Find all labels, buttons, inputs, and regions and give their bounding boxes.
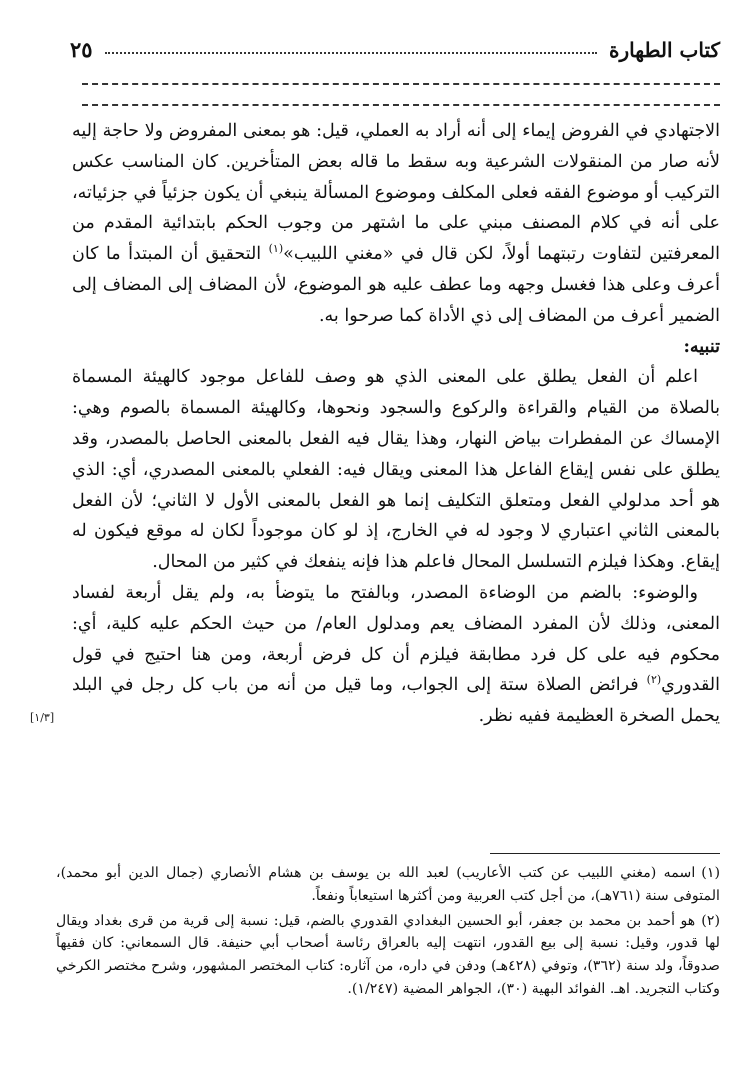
- main-text: [72, 116, 720, 732]
- page-header: [70, 28, 720, 62]
- header-dotted-leader: [105, 52, 597, 54]
- footnote-separator: [490, 853, 720, 854]
- paragraph-2: اعلم أن الفعل يطلق على المعنى الذي هو وصف للفاعل موجود كالهيئة المسماة بالصلاة من القيام والقراءة والركوع والسجود ونحوها، وكالهيئة المسماة بالصوم وهي: الإمساك عن المفطرات بياض النهار، وهذا يقال فيه الفعل بالمعنى الحاصل بالمصدر، وقد يطلق على نفس إيقاع الفاعل هذا المعنى ويقال فيه: الفعلي بالمعنى المصدري، أي: الذي هو أحد مدلولي الفعل ومتعلق التكليف إنما هو الفعل بالمعنى الأول لا الثاني؛ لأن الفعل بالمعنى الثاني اعتباري لا وجود له في الخارج، إذ لو كان موجوداً لكان له موقع فيكون له إيقاع. وهكذا فيلزم التسلسل المحال فاعلم هذا فإنه ينفعك في كثير من المحال.: [72, 367, 720, 573]
- footnote-1-number: (١): [701, 865, 720, 881]
- footnote-ref-1: (١): [268, 242, 284, 256]
- page-number: ٢٥: [70, 37, 93, 62]
- footnote-2-number: (٢): [701, 912, 720, 929]
- paragraph-3: [72, 578, 720, 732]
- paragraph-1-text: الاجتهادي في الفروض إيماء إلى أنه أراد به العملي، قيل: هو بمعنى المفروض ولا حاجة إليه لأنه صار من المنقولات الشرعية وبه سقط ما قاله بعض المتأخرين. كان المناسب عكس التركيب أو موضوع الفقه فعلى المكلف وموضوع المسألة ينبغي أن يكون جزئياً في جزئياته، على أنه في كلام المصنف مبني على ما اشتهر من وجوب الحكم بابتدائية المقدم من المعرفتين لتفاوت رتبتهما أولاً، لكن قال في «مغني اللبيب»: [72, 121, 720, 265]
- footnote-1-text: اسمه (مغني اللبيب عن كتب الأعاريب) لعبد الله بن يوسف بن هشام الأنصاري (جمال الدين أبو محمد)، المتوفى سنة (٧٦١هـ)، من أجل كتب العربية ومن أكثرها استيعاباً ونفعاً.: [56, 865, 720, 904]
- paragraph-1: [72, 116, 720, 332]
- footnote-2: [56, 910, 720, 1001]
- paragraph-3-text: والوضوء: بالضم من الوضاءة المصدر، وبالفتح ما يتوضأ به، ولم يقل أربعة لفساد المعنى، وذلك لأن المفرد المضاف يعم ومدلول العام/ من حيث الحكم عليه كلية، أي: محكوم فيه على كل فرد مطابقة فيلزم أن كل فرض أربعة، ومن هنا احتيج في قول القدوري: [72, 582, 720, 696]
- margin-page-reference: [١/٣]: [30, 711, 55, 724]
- dashed-divider-top: [82, 83, 720, 85]
- section-heading: تنبيه:: [683, 336, 720, 357]
- paragraph-1-end: التحقيق أن المبتدأ ما كان أعرف وعلى هذا فغسل وجهه وما عطف عليه هو الموضوع، لأن المضاف إلى المضاف إلى الضمير أعرف من المضاف إلى ذي الأداة كما صرحوا به.: [72, 244, 720, 326]
- footnotes: [56, 862, 720, 1003]
- paragraph-3-end: فرائض الصلاة ستة إلى الجواب، وما قيل من أنه من باب كل رجل في البلد يحمل الصخرة العظيمة ففيه نظر.: [72, 675, 720, 727]
- footnote-2-text: هو أحمد بن محمد بن جعفر، أبو الحسين البغدادي القدوري بالضم، قيل: نسبة إلى قرية من قرى بغداد ويقال لها قدور، وقيل: نسبة إلى بيع القدور، انتهت إليه بالعراق رئاسة أصحاب أبي حنيفة. قال السمعاني: كان فقيهاً صدوقاً، ولد سنة (٣٦٢)، وتوفي (٤٢٨هـ) ودفن في داره، من آثاره: كتاب المختصر المشهور، وشرح مختصر الكرخي وكتاب التجريد. اهـ. الفوائد البهية (٣٠)، الجواهر المضية (١/٢٤٧).: [56, 912, 720, 997]
- footnote-1: [56, 862, 720, 908]
- dashed-divider-bottom: [82, 104, 720, 106]
- running-title: كتاب الطهارة: [609, 38, 720, 62]
- footnote-ref-2: (٢): [646, 673, 662, 687]
